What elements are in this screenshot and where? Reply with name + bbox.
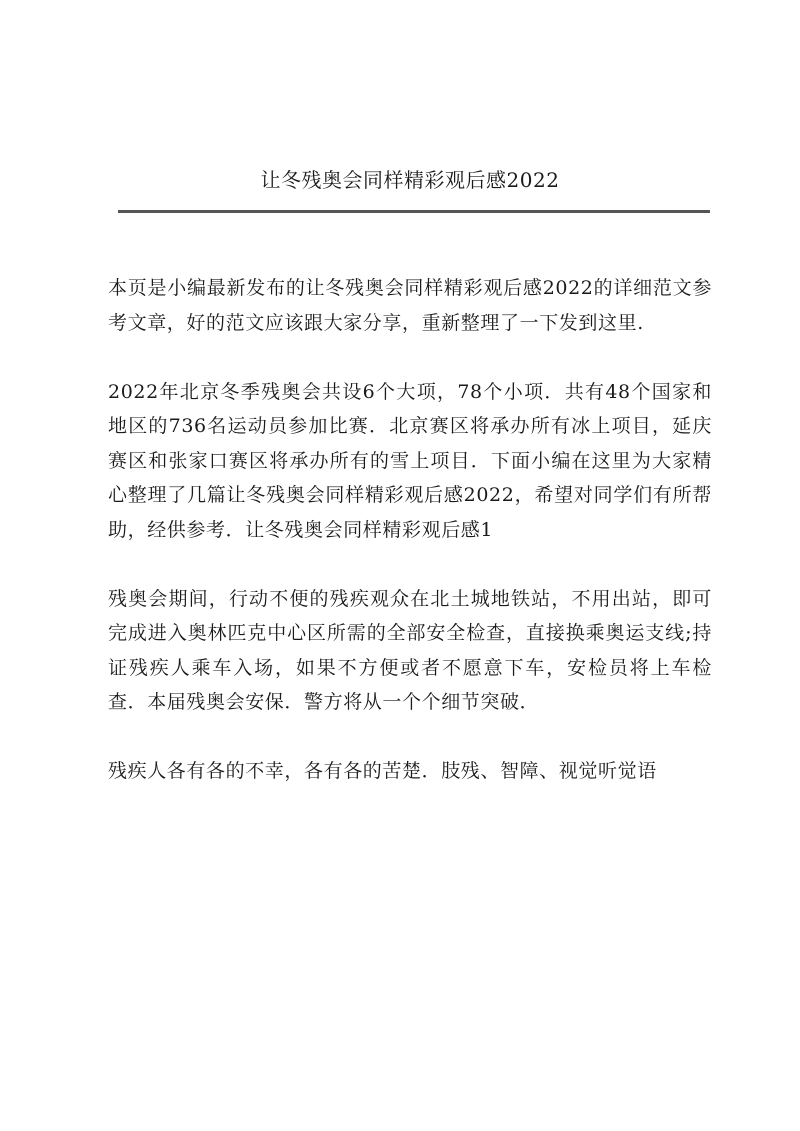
document-title: 让冬残奥会同样精彩观后感2022 [260,168,560,192]
paragraph-security: 残奥会期间，行动不便的残疾观众在北土城地铁站，不用出站，即可完成进入奥林匹克中心区所需的全部安全检查，直接换乘奥运支线;持证残疾人乘车入场，如果不方便或者不愿意下车，安检员将上车检查．本届残奥会安保．警方将从一个个细节突破． [108,587,712,713]
title-underline [118,210,710,213]
paragraph-overview: 2022年北京冬季残奥会共设6个大项，78个小项．共有48个国家和地区的736名运动员参加比赛．北京赛区将承办所有冰上项目，延庆赛区和张家口赛区将承办所有的雪上项目．下面小编在这里为大家精心整理了几篇让冬残奥会同样精彩观后感2022，希望对同学们有所帮助，经供参考．让冬残奥会同样精彩观后感1 [108,380,712,541]
document-body [108,271,712,789]
paragraph-disabled: 残疾人各有各的不幸，各有各的苦楚．肢残、智障、视觉听觉语 [108,760,657,782]
paragraph-intro: 本页是小编最新发布的让冬残奥会同样精彩观后感2022的详细范文参考文章，好的范文应该跟大家分享，重新整理了一下发到这里. [108,277,712,334]
